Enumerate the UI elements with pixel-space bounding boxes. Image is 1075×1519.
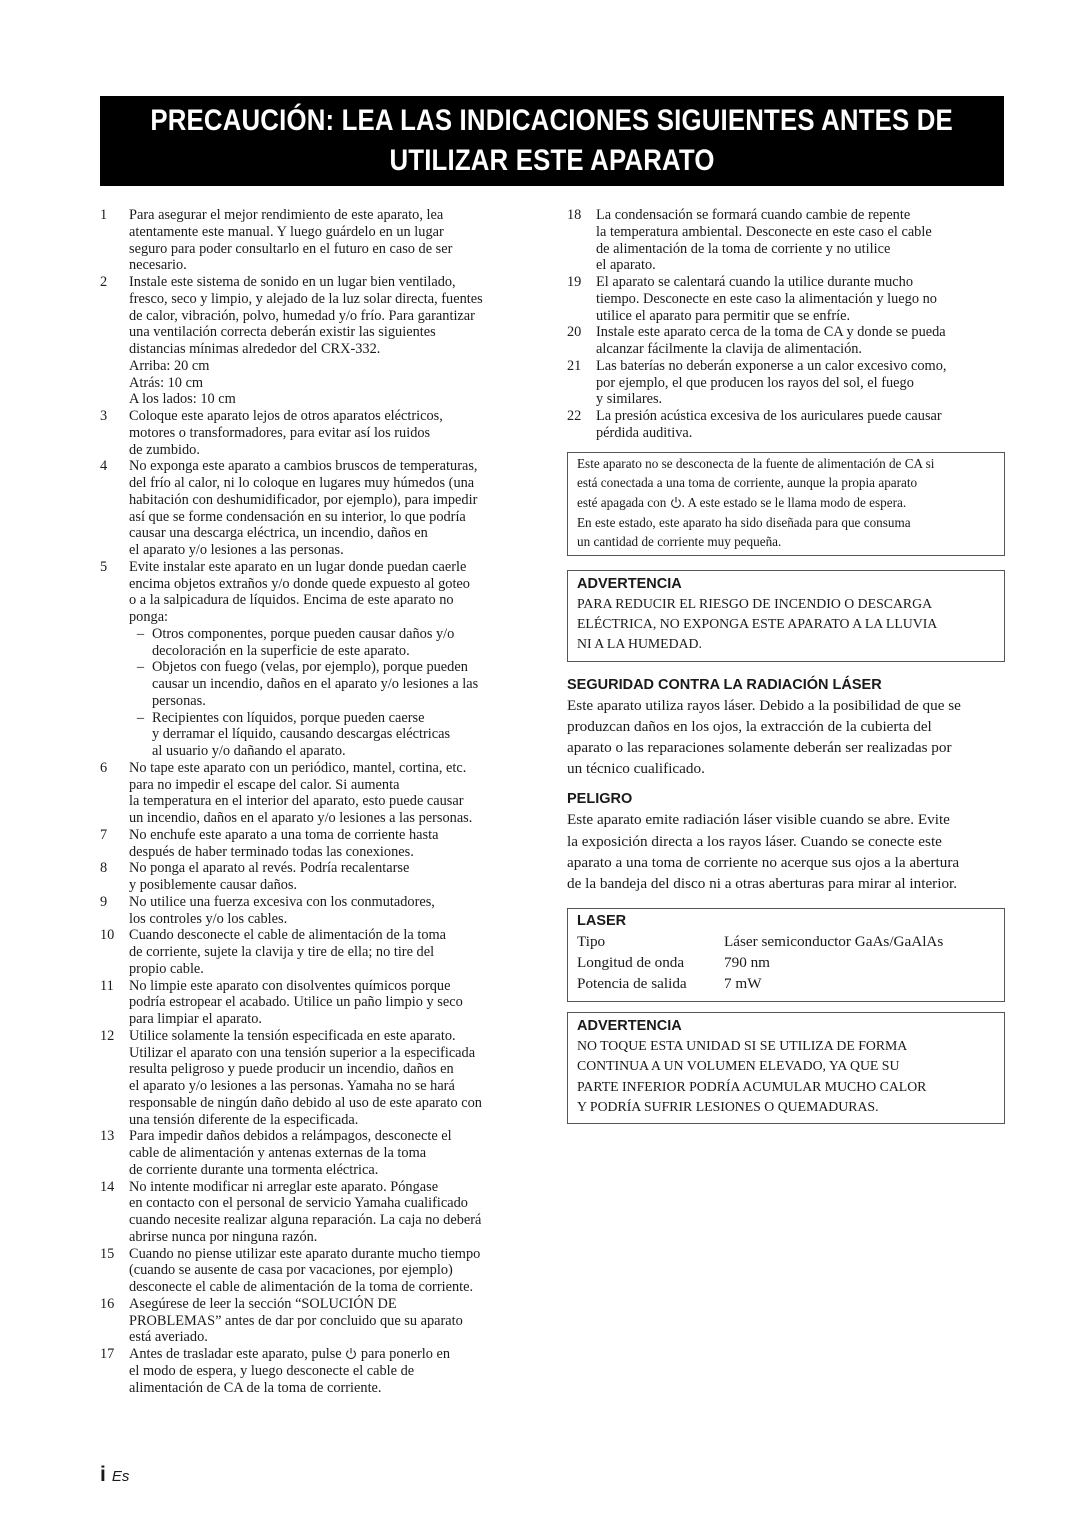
text-line: Instale este aparato cerca de la toma de CA y donde se pueda (596, 324, 946, 341)
standby-note-box (567, 452, 1005, 557)
item-number: 10 (100, 927, 115, 944)
text-line: cuando necesite realizar alguna reparación. La caja no deberá (129, 1212, 482, 1228)
item-number: 2 (100, 274, 108, 290)
text-line: podría estropear el acabado. Utilice un paño limpio y seco (129, 994, 463, 1011)
text-line: Otros componentes, porque pueden causar daños y/o (152, 625, 455, 642)
item-line: alimentación de CA de la toma de corriente. (129, 1379, 382, 1396)
text-line: No limpie este aparato con disolventes químicos porque (129, 977, 451, 994)
list-item-10 (100, 927, 540, 977)
danger-text (567, 809, 1005, 894)
item-number: 1 (100, 207, 108, 223)
item-number: 9 (100, 893, 108, 910)
text-line: así que se forme condensación en su interior, lo que podría (129, 508, 466, 525)
text-line: de corriente durante una tormenta eléctrica. (129, 1161, 379, 1178)
text-line: personas. (152, 692, 206, 709)
text-line: tiempo. Desconecte en este caso la alimentación y luego no (596, 290, 937, 307)
warning-title: ADVERTENCIA (577, 1018, 682, 1035)
page-title-line-1: PRECAUCIÓN: LEA LAS INDICACIONES SIGUIENTES ANTES DE (150, 104, 954, 137)
text-line: Para impedir daños debidos a relámpagos, desconecte el (129, 1128, 452, 1145)
item-number: 16 (100, 1295, 115, 1312)
text-line: Instale este sistema de sonido en un lugar bien ventilado, (129, 274, 456, 290)
list-item-8 (100, 860, 540, 894)
note-line: un cantidad de corriente muy pequeña. (577, 534, 782, 550)
text-line: de calor, vibración, polvo, humedad y/o frío. Para garantizar (129, 307, 475, 324)
text-line: y posiblemente causar daños. (129, 877, 298, 893)
list-item-9 (100, 894, 540, 928)
item-number: 4 (100, 458, 108, 475)
text-line: Utilice solamente la tensión especificada en este aparato. (129, 1027, 456, 1044)
laser-specs-title: LASER (577, 913, 627, 930)
text-line: No enchufe este aparato a una toma de corriente hasta (129, 826, 439, 843)
text-line: después de haber terminado todas las conexiones. (129, 843, 414, 860)
item-number: 6 (100, 759, 108, 776)
text-line: una ventilación correcta deberán existir las siguientes (129, 324, 436, 341)
text-line: Asegúrese de leer la sección “SOLUCIÓN DE (129, 1295, 397, 1312)
text-line: Para asegurar el mejor rendimiento de este aparato, lea (129, 207, 444, 223)
text-line: PARTE INFERIOR PODRÍA ACUMULAR MUCHO CALOR (577, 1078, 927, 1094)
list-item-16 (100, 1296, 540, 1346)
text-line: Cuando no piense utilizar este aparato durante mucho tiempo (129, 1245, 481, 1262)
text-line: No ponga el aparato al revés. Podría recalentarse (129, 860, 410, 877)
sub-list-item (129, 710, 540, 760)
list-item-13 (100, 1128, 540, 1178)
item-number: 5 (100, 558, 108, 575)
spec-label: Longitud de onda (577, 954, 685, 972)
text-line: al usuario y/o dañando el aparato. (152, 743, 346, 759)
text-line: aparato a una toma de corriente no acerque sus ojos a la abertura (567, 853, 960, 871)
text-line: No tape este aparato con un periódico, mantel, cortina, etc. (129, 759, 467, 776)
list-item-6 (100, 760, 540, 827)
text-line: un técnico cualificado. (567, 760, 705, 778)
text-line: la temperatura ambiental. Desconecte en este caso el cable (596, 223, 932, 240)
list-item-15 (100, 1246, 540, 1296)
laser-specs-box (567, 908, 1005, 1002)
item-number: 17 (100, 1346, 115, 1362)
text-line: causar un incendio, daños en el aparato y/o lesiones a las (152, 676, 479, 692)
text-line: Y PODRÍA SUFRIR LESIONES O QUEMADURAS. (577, 1098, 879, 1114)
warning-box-heat (567, 1012, 1005, 1124)
text-line: y derramar el líquido, causando descargas eléctricas (152, 726, 451, 743)
list-item-17 (100, 1346, 540, 1396)
text-line: un incendio, daños en el aparato y/o lesiones a las personas. (129, 810, 473, 826)
sub-list-item (129, 626, 540, 660)
dash-bullet: – (136, 659, 145, 676)
text-line: la temperatura en el interior del aparato, esto puede causar (129, 793, 464, 810)
text-line: Arriba: 20 cm (129, 357, 210, 374)
item-number: 13 (100, 1128, 115, 1145)
text-line: El aparato se calentará cuando la utilice durante mucho (596, 274, 914, 290)
item-number: 3 (100, 408, 108, 424)
list-item-5 (100, 559, 540, 760)
text-line: desconecte el cable de alimentación de la toma de corriente. (129, 1279, 474, 1295)
item-number: 21 (567, 357, 582, 374)
text-line: de zumbido. (129, 441, 200, 458)
text-line: utilice el aparato para permitir que se enfríe. (596, 307, 851, 324)
dash-bullet: – (136, 709, 145, 726)
text-line: necesario. (129, 257, 187, 274)
item-number: 14 (100, 1178, 115, 1195)
text-line: cable de alimentación y antenas externas de la toma (129, 1145, 427, 1161)
text-line: A los lados: 10 cm (129, 391, 236, 408)
page-title-line-2: UTILIZAR ESTE APARATO (389, 144, 715, 177)
note-line: En este estado, este aparato ha sido diseñada para que consuma (577, 514, 911, 530)
list-item-7 (100, 827, 540, 861)
text-line: abrirse nunca por ninguna razón. (129, 1228, 318, 1245)
text-line: de la bandeja del disco ni a otras aberturas para mirar al interior. (567, 875, 958, 893)
spec-row (577, 973, 995, 994)
text-line: Este aparato utiliza rayos láser. Debido a la posibilidad de que se (567, 696, 961, 714)
note-line: está conectada a una toma de corriente, aunque la propia aparato (577, 475, 918, 491)
text-line: de alimentación de la toma de corriente y no utilice (596, 240, 891, 257)
text-line: seguro para poder consultarlo en el futuro en caso de ser (129, 240, 453, 257)
item-number: 20 (567, 324, 582, 341)
spec-value: 7 mW (724, 975, 762, 993)
text-line: La condensación se formará cuando cambie de repente (596, 207, 911, 223)
text-line: La presión acústica excesiva de los auriculares puede causar (596, 408, 942, 424)
list-item-21 (567, 358, 1005, 408)
list-item-3 (100, 408, 540, 458)
text-line: (cuando se ausente de casa por vacaciones, por ejemplo) (129, 1262, 453, 1279)
text-line: No intente modificar ni arreglar este aparato. Póngase (129, 1178, 439, 1195)
text-line: decoloración en la superficie de este aparato. (152, 642, 410, 659)
text-line: motores o transformadores, para evitar así los ruidos (129, 424, 431, 441)
list-item-14 (100, 1179, 540, 1246)
power-standby-icon (670, 496, 682, 509)
text-line: alcanzar fácilmente la clavija de alimentación. (596, 341, 863, 357)
text-line: encima objetos extraños y/o donde quede expuesto al goteo (129, 575, 470, 592)
left-column-precautions (100, 207, 540, 1396)
text-line: No utilice una fuerza excesiva con los conmutadores, (129, 893, 435, 910)
list-item-4 (100, 458, 540, 559)
text-line: Evite instalar este aparato en un lugar donde puedan caerle (129, 558, 467, 575)
text-line: del frío al calor, ni lo coloque en lugares muy húmedos (una (129, 475, 475, 491)
text-line: por ejemplo, el que producen los rayos del sol, el fuego (596, 374, 914, 391)
item-number: 22 (567, 408, 582, 424)
note-line: Este aparato no se desconecta de la fuente de alimentación de CA si (577, 455, 935, 471)
text-line: habitación con deshumidificador, por ejemplo), para impedir (129, 491, 478, 508)
laser-safety-text (567, 695, 1005, 780)
text-line: Objetos con fuego (velas, por ejemplo), porque pueden (152, 659, 468, 676)
text-line: NO TOQUE ESTA UNIDAD SI SE UTILIZA DE FORMA (577, 1038, 908, 1054)
text-line: PARA REDUCIR EL RIESGO DE INCENDIO O DESCARGA (577, 596, 933, 612)
item-number: 15 (100, 1245, 115, 1262)
text-line: produzcan daños en los ojos, la extracción de la cubierta del (567, 717, 932, 735)
text-line: el aparato y/o lesiones a las personas. (129, 542, 344, 558)
item-number: 11 (100, 977, 114, 994)
dash-bullet: – (136, 625, 145, 642)
power-standby-icon (345, 1347, 357, 1360)
text-line: una tensión diferente de la especificada. (129, 1111, 359, 1128)
text-line: Recipientes con líquidos, porque pueden caerse (152, 709, 425, 726)
item-number: 19 (567, 274, 582, 290)
language-code: Es (111, 1468, 130, 1485)
spec-row (577, 931, 995, 952)
item-line: el modo de espera, y luego desconecte el cable de (129, 1362, 415, 1379)
item-line: Antes de trasladar este aparato, pulse para ponerlo en (129, 1346, 451, 1362)
text-line: Este aparato emite radiación láser visible cuando se abre. Evite (567, 811, 950, 829)
text-line: y similares. (596, 391, 663, 408)
text-line: para no impedir el escape del calor. Si aumenta (129, 776, 400, 793)
text-line: Coloque este aparato lejos de otros aparatos eléctricos, (129, 408, 443, 424)
list-item-18 (567, 207, 1005, 274)
text-line: causar una descarga eléctrica, un incendio, daños en (129, 525, 428, 542)
warning-box-moisture (567, 570, 1005, 662)
text-line: el aparato. (596, 257, 656, 274)
text-line: para limpiar el aparato. (129, 1011, 263, 1027)
list-item-2 (100, 274, 540, 408)
danger-heading: PELIGRO (567, 791, 633, 808)
text-line: Atrás: 10 cm (129, 374, 204, 391)
list-item-1 (100, 207, 540, 274)
item-number: 7 (100, 826, 108, 843)
item-number: 8 (100, 860, 108, 877)
list-item-19 (567, 274, 1005, 324)
list-item-20 (567, 324, 1005, 358)
spec-value: 790 nm (724, 954, 770, 972)
laser-safety-heading: SEGURIDAD CONTRA LA RADIACIÓN LÁSER (567, 676, 882, 693)
list-item-11 (100, 978, 540, 1028)
text-line: el aparato y/o lesiones a las personas. Yamaha no se hará (129, 1078, 455, 1094)
text-line: Cuando desconecte el cable de alimentación de la toma (129, 927, 447, 944)
note-line: esté apagada con . A este estado se le llama modo de espera. (577, 494, 907, 510)
spec-label: Tipo (577, 933, 606, 951)
item-number: 18 (567, 207, 582, 223)
text-line: resulta peligroso y puede producir un incendio, daños en (129, 1061, 454, 1078)
text-line: responsable de ningún daño debido al uso de este aparato con (129, 1094, 482, 1111)
text-line: Las baterías no deberán exponerse a un calor excesivo como, (596, 357, 947, 374)
text-line: No exponga este aparato a cambios bruscos de temperaturas, (129, 458, 478, 475)
text-line: pérdida auditiva. (596, 424, 693, 441)
text-line: propio cable. (129, 960, 204, 977)
text-line: PROBLEMAS” antes de dar por concluido que su aparato (129, 1312, 463, 1329)
warning-title: ADVERTENCIA (577, 576, 682, 593)
text-line: la exposición directa a los rayos láser. Cuando se conecte este (567, 832, 942, 850)
text-line: está averiado. (129, 1329, 208, 1346)
text-line: de corriente, sujete la clavija y tire de ella; no tire del (129, 944, 435, 960)
text-line: NI A LA HUMEDAD. (577, 636, 702, 652)
text-line: distancias mínimas alrededor del CRX-332. (129, 341, 381, 357)
text-line: fresco, seco y limpio, y alejado de la luz solar directa, fuentes (129, 290, 483, 307)
text-line: aparato o las reparaciones solamente deberán ser realizadas por (567, 739, 952, 757)
text-line: CONTINUA A UN VOLUMEN ELEVADO, YA QUE SU (577, 1058, 900, 1074)
text-line: atentamente este manual. Y luego guárdelo en un lugar (129, 223, 444, 240)
text-line: en contacto con el personal de servicio Yamaha cualificado (129, 1195, 468, 1212)
text-line: los controles y/o los cables. (129, 910, 288, 927)
right-column (567, 207, 1005, 1124)
spec-row (577, 952, 995, 973)
page-number: i (100, 1463, 106, 1486)
item-number: 12 (100, 1027, 115, 1044)
spec-label: Potencia de salida (577, 975, 687, 993)
text-line: o a la salpicadura de líquidos. Encima de este aparato no (129, 592, 454, 609)
sub-list-item (129, 659, 540, 709)
spec-value: Láser semiconductor GaAs/GaAlAs (724, 933, 944, 951)
text-line: Utilizar el aparato con una tensión superior a la especificada (129, 1044, 476, 1061)
text-line: ELÉCTRICA, NO EXPONGA ESTE APARATO A LA LLUVIA (577, 616, 938, 632)
text-line: ponga: (129, 609, 169, 625)
page-title-banner (100, 96, 1004, 186)
page-footer (100, 1463, 129, 1487)
list-item-22 (567, 408, 1005, 442)
list-item-12 (100, 1028, 540, 1129)
